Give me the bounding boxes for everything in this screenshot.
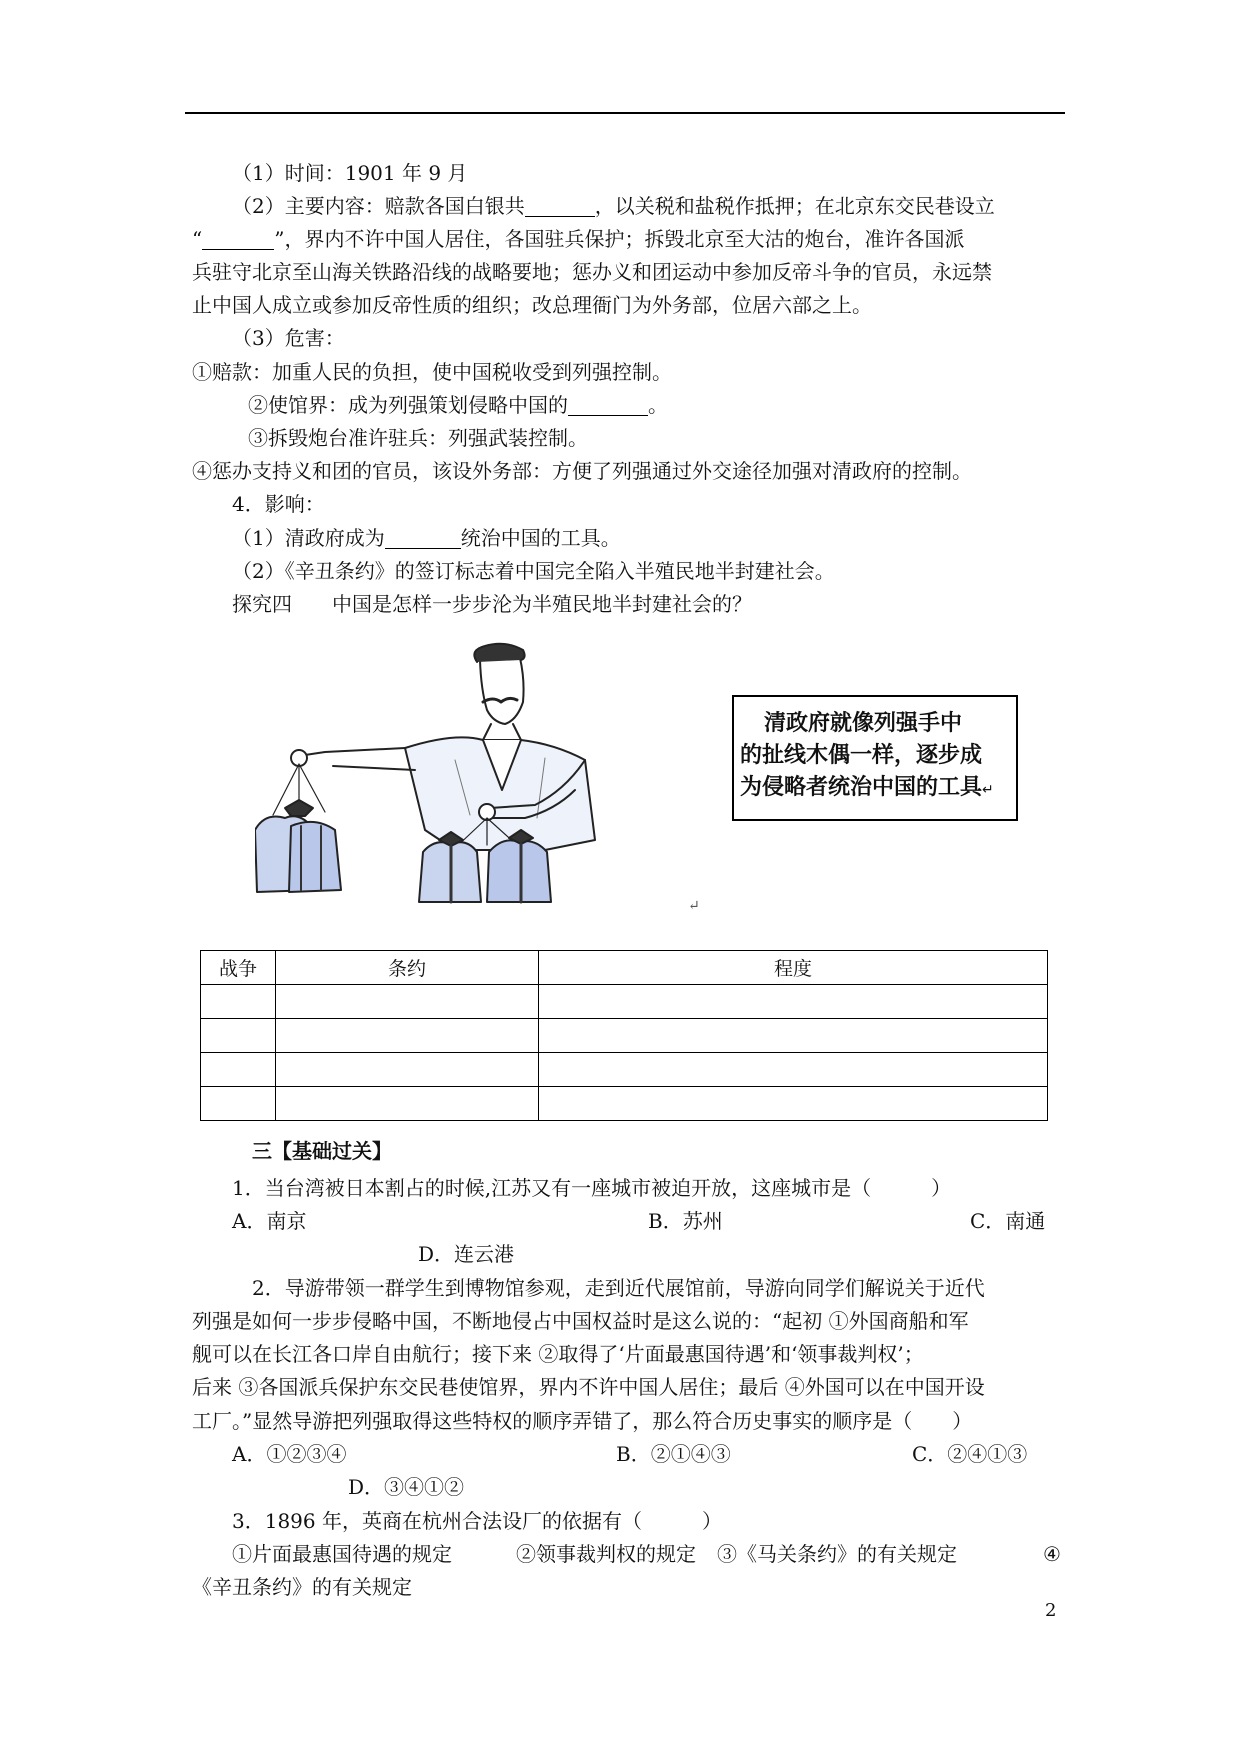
- line-impact-1: （1）清政府成为 统治中国的工具。: [232, 526, 621, 550]
- table-row: [201, 1053, 1048, 1087]
- q1-option-b[interactable]: B．苏州: [648, 1209, 723, 1233]
- line-harm-3: ③拆毁炮台准许驻兵：列强武装控制。: [248, 426, 588, 450]
- war-treaty-table: [200, 950, 1048, 1121]
- q3-option-3: ③《马关条约》的有关规定: [717, 1542, 957, 1566]
- blank-indemnity[interactable]: [525, 194, 595, 217]
- line-harm: （3）危害：: [232, 326, 345, 350]
- blank-base[interactable]: [568, 393, 648, 416]
- q2-option-c[interactable]: C．②④①③: [912, 1442, 1028, 1466]
- line-content: （2）主要内容：赔款各国白银共 ，以关税和盐税作抵押；在北京东交民巷设立: [232, 194, 995, 218]
- line-impact-2: （2）《辛丑条约》的签订标志着中国完全陷入半殖民地半封建社会。: [232, 559, 835, 583]
- section-title: 三【基础过关】: [252, 1139, 392, 1163]
- blank-tool[interactable]: [385, 526, 461, 549]
- q2-option-d[interactable]: D．③④①②: [348, 1475, 465, 1499]
- line-content-4: 止中国人成立或参加反帝性质的组织；改总理衙门为外务部，位居六部之上。: [192, 293, 872, 317]
- q3-option-1: ①片面最惠国待遇的规定: [232, 1542, 452, 1566]
- question-2-line-3: 舰可以在长江各口岸自由航行；接下来 ②取得了‘片面最惠国待遇’和‘领事裁判权’；: [192, 1342, 924, 1366]
- table-row: [201, 1019, 1048, 1053]
- table-header-row: [201, 951, 1048, 985]
- q1-option-c[interactable]: C．南通: [970, 1209, 1046, 1233]
- header-treaty: 条约: [276, 951, 539, 985]
- question-2-line-4: 后来 ③各国派兵保护东交民巷使馆界，界内不许中国人居住；最后 ④外国可以在中国开设: [192, 1375, 985, 1399]
- line-impact: 4．影响：: [232, 492, 325, 516]
- blank-legation[interactable]: [202, 227, 274, 250]
- question-2-line-2: 列强是如何一步步侵略中国，不断地侵占中国权益时是这么说的：“起初 ①外国商船和军: [192, 1309, 969, 1333]
- puppeteer-illustration: [255, 640, 715, 910]
- line-harm-2: ②使馆界：成为列强策划侵略中国的 。: [248, 393, 668, 417]
- header-degree: 程度: [539, 951, 1048, 985]
- line-content-3: 兵驻守北京至山海关铁路沿线的战略要地；惩办义和团运动中参加反帝斗争的官员，永远禁: [192, 260, 992, 284]
- q2-option-a[interactable]: A．①②③④: [232, 1442, 347, 1466]
- q3-option-4-mark: ④: [1043, 1542, 1061, 1566]
- paragraph-mark: ↵: [688, 898, 700, 914]
- question-2-line-5: 工厂。”显然导游把列强取得这些特权的顺序弄错了，那么符合历史事实的顺序是（ ）: [192, 1409, 973, 1433]
- q3-option-2: ②领事裁判权的规定: [516, 1542, 696, 1566]
- cartoon-caption: 清政府就像列强手中 的扯线木偶一样，逐步成 为侵略者统治中国的工具↵: [732, 695, 1018, 821]
- q2-option-b[interactable]: B．②①④③: [616, 1442, 731, 1466]
- page-number: 2: [1045, 1600, 1057, 1621]
- header-war: 战争: [201, 951, 276, 985]
- line-harm-4: ④惩办支持义和团的官员，该设外务部：方便了列强通过外交途径加强对清政府的控制。: [192, 459, 972, 483]
- q1-option-a[interactable]: A．南京: [232, 1209, 307, 1233]
- line-content-2: “ ”，界内不许中国人居住，各国驻兵保护；拆毁北京至大沽的炮台，准许各国派: [192, 227, 965, 251]
- question-1-stem: 1．当台湾被日本割占的时候,江苏又有一座城市被迫开放，这座城市是（ ）: [232, 1176, 952, 1200]
- line-explore-4: 探究四 中国是怎样一步步沦为半殖民地半封建社会的？: [232, 592, 752, 616]
- table-row: [201, 1087, 1048, 1121]
- question-3-stem: 3．1896 年，英商在杭州合法设厂的依据有（ ）: [232, 1509, 722, 1533]
- q1-option-d[interactable]: D．连云港: [418, 1242, 515, 1266]
- line-harm-1: ①赔款：加重人民的负担，使中国税收受到列强控制。: [192, 360, 672, 384]
- question-2-line-1: 2．导游带领一群学生到博物馆参观，走到近代展馆前，导游向同学们解说关于近代: [252, 1276, 985, 1300]
- header-rule: [185, 112, 1065, 114]
- q3-option-4: 《辛丑条约》的有关规定: [192, 1575, 412, 1599]
- line-time: （1）时间：1901 年 9 月: [232, 161, 468, 185]
- table-row: [201, 985, 1048, 1019]
